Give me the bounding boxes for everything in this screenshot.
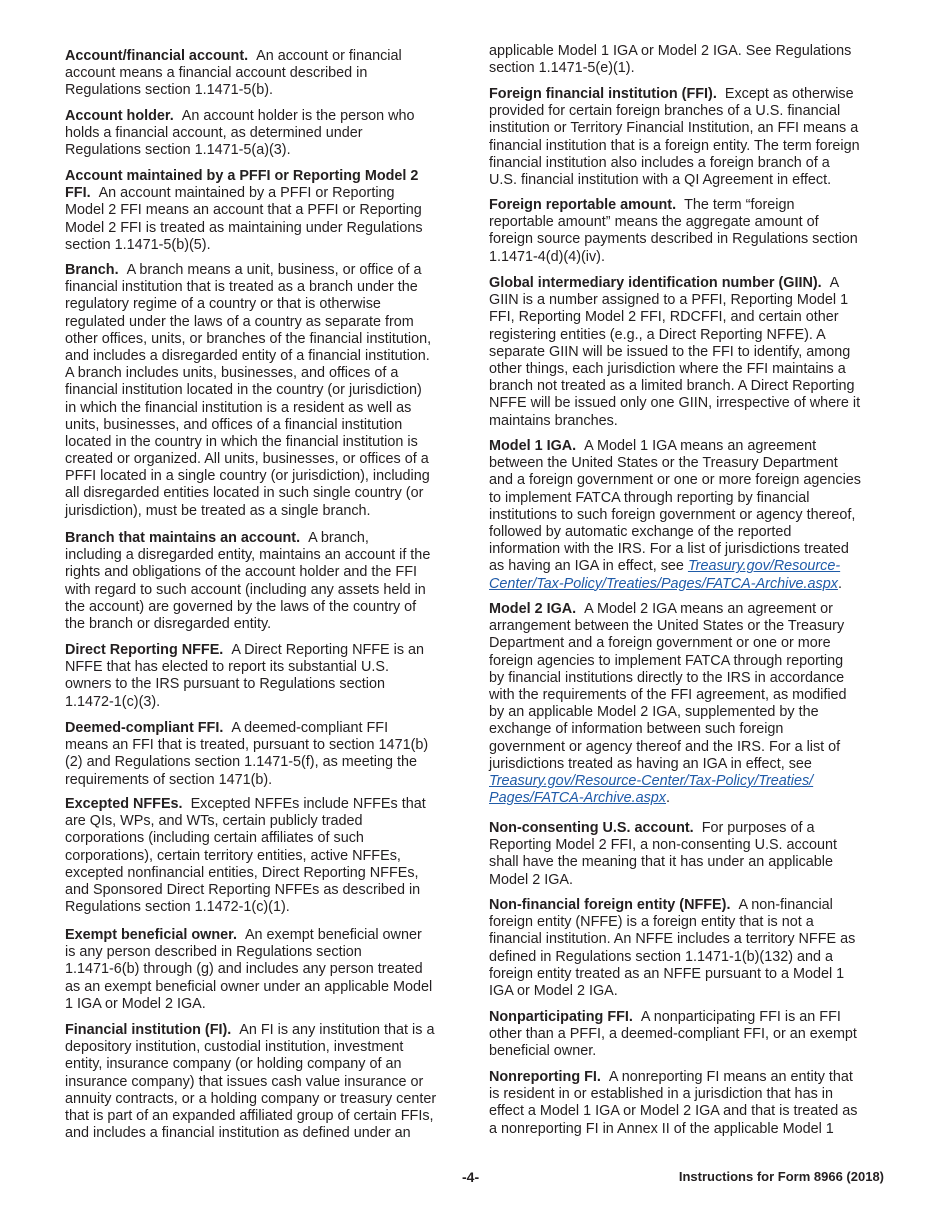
- definition-text: separate GIIN will be issued to the FFI to identify, among: [489, 343, 851, 360]
- definition-text: financial institution that is treated as a branch under the: [65, 279, 418, 296]
- text-line: [65, 616, 463, 633]
- text-line: [489, 86, 889, 103]
- definition-text: financial institution also includes a foreign branch of a: [489, 154, 830, 171]
- text-line: [65, 1074, 463, 1091]
- text-line: [489, 472, 889, 489]
- definition-text: IGA or Model 2 IGA.: [489, 982, 618, 999]
- definition-entry: [489, 86, 889, 189]
- treasury-link[interactable]: Treasury.gov/Resource-Center/Tax-Policy/Treaties/: [489, 772, 814, 789]
- definition-entry: [489, 275, 889, 430]
- definition-text: foreign entity treated as an NFFE pursuant to a Model 1: [489, 965, 845, 982]
- text-line: [65, 65, 463, 82]
- text-line: [65, 1108, 463, 1125]
- text-line: [489, 739, 889, 756]
- definition-term: Nonreporting FI.: [489, 1069, 601, 1085]
- definition-text: regulatory regime of a country or that is otherwise: [65, 296, 381, 313]
- definition-text: A: [829, 275, 840, 291]
- definition-entry: [489, 1009, 889, 1061]
- definition-entry: [489, 601, 889, 807]
- definition-entry: [65, 262, 463, 520]
- definition-text: Reporting Model 2 FFI, a non-consenting U.S. account: [489, 837, 837, 854]
- text-line: [65, 737, 463, 754]
- text-line: [489, 361, 889, 378]
- definition-entry: [65, 530, 463, 633]
- text-line: [65, 142, 463, 159]
- definition-text: A branch,: [308, 530, 369, 546]
- text-line: [489, 395, 889, 412]
- text-line: [65, 185, 463, 202]
- text-line: [65, 865, 463, 882]
- definition-text: A deemed-compliant FFI: [231, 720, 389, 736]
- definition-text: are QIs, WPs, and WTs, certain publicly traded: [65, 813, 363, 830]
- text-line: [489, 507, 889, 524]
- text-line: [65, 1056, 463, 1073]
- definition-term: Excepted NFFEs.: [65, 796, 183, 812]
- text-line: [489, 249, 889, 266]
- definition-text: A branch includes units, businesses, and offices of a: [65, 365, 399, 382]
- definition-text: and includes a disregarded entity of a financial institution.: [65, 347, 430, 364]
- definition-text: entity, insurance company (or holding company of an: [65, 1056, 402, 1073]
- text-line: [489, 576, 889, 593]
- treasury-link[interactable]: Center/Tax-Policy/Treaties/Pages/FATCA-Archive.aspx: [489, 575, 838, 592]
- definition-text: with the requirements of the FFI agreement, as modified: [489, 686, 847, 703]
- definition-text: beneficial owner.: [489, 1043, 597, 1060]
- definition-term: Non-consenting U.S. account.: [489, 820, 694, 836]
- definition-term: Non-financial foreign entity (NFFE).: [489, 897, 731, 913]
- definition-text: located in the country in which the financial institution is: [65, 433, 418, 450]
- definition-text: A non-financial: [738, 897, 833, 913]
- definition-text: as having an IGA in effect, see: [489, 558, 684, 575]
- text-line: [489, 172, 889, 189]
- definition-text: effect a Model 1 IGA or Model 2 IGA and that is treated as: [489, 1103, 858, 1120]
- definition-text: A branch means a unit, business, or office of a: [126, 262, 422, 278]
- definition-text: Regulations section 1.1472-1(c)(1).: [65, 899, 290, 916]
- definition-text: GIIN is a number assigned to a PFFI, Reporting Model 1: [489, 292, 849, 309]
- text-line: [65, 882, 463, 899]
- text-line: [489, 292, 889, 309]
- definition-text: account means a financial account described in: [65, 65, 368, 82]
- text-line: [489, 914, 889, 931]
- text-line: [489, 1009, 889, 1026]
- text-line: [489, 344, 889, 361]
- text-line: [489, 231, 889, 248]
- definition-text: registering entities (e.g., a Direct Reporting NFFE). A: [489, 326, 826, 343]
- definition-text: Model 2 IGA.: [489, 871, 573, 888]
- text-line: [489, 635, 889, 652]
- definition-text: The term “foreign: [684, 197, 795, 213]
- definition-text: holds a financial account, as determined under: [65, 125, 363, 142]
- definition-text: jurisdictions treated as having an IGA in effect, see: [489, 755, 812, 772]
- definition-text: regulated under the laws of a country as separate from: [65, 313, 414, 330]
- definition-text: branch not treated as a limited branch. A Direct Reporting: [489, 378, 855, 395]
- text-line: [65, 642, 463, 659]
- definition-text: rights and obligations of the account holder and the FFI: [65, 564, 417, 581]
- text-line: [65, 754, 463, 771]
- definition-text: NFFE will be issued only one GIIN, irrespective of where it: [489, 395, 861, 412]
- definition-text: as an exempt beneficial owner under an applicable Model: [65, 978, 433, 995]
- text-line: [65, 813, 463, 830]
- text-line: [489, 872, 889, 889]
- text-line: [65, 676, 463, 693]
- text-line: [489, 413, 889, 430]
- definition-text: financial institution located in the country (or jurisdiction): [65, 382, 422, 399]
- text-line: [65, 530, 463, 547]
- text-line: [489, 558, 889, 575]
- text-line: [65, 772, 463, 789]
- definition-term: Branch that maintains an account.: [65, 530, 301, 546]
- definition-text: applicable Model 1 IGA or Model 2 IGA. See Regulations: [489, 43, 852, 59]
- text-line: [489, 704, 889, 721]
- definition-term: Foreign reportable amount.: [489, 197, 677, 213]
- text-line: [65, 82, 463, 99]
- definition-text: insurance company) that issues cash value insurance or: [65, 1073, 424, 1090]
- text-line: [489, 854, 889, 871]
- text-line: [65, 1039, 463, 1056]
- definition-text: An account maintained by a PFFI or Reporting: [98, 185, 395, 202]
- definition-text: that is part of an expanded affiliated group of certain FFIs,: [65, 1107, 434, 1124]
- text-line: [65, 1022, 463, 1039]
- definition-text: the branch or disregarded entity.: [65, 615, 272, 632]
- definition-text: corporations), certain territory entities, active NFFEs,: [65, 847, 401, 864]
- text-line: [65, 279, 463, 296]
- text-line: [489, 541, 889, 558]
- definition-text: requirements of section 1471(b).: [65, 771, 273, 788]
- text-line: [489, 275, 889, 292]
- text-line: [65, 582, 463, 599]
- definition-text: depository institution, custodial institution, investment: [65, 1039, 404, 1056]
- text-line: [65, 220, 463, 237]
- definition-text: other than a PFFI, a deemed-compliant FFI, or an exempt: [489, 1026, 857, 1043]
- text-line: [489, 197, 889, 214]
- text-line: [489, 438, 889, 455]
- text-line: [65, 996, 463, 1013]
- text-line: [65, 168, 463, 185]
- definition-text: shall have the meaning that it has under an applicable: [489, 854, 834, 871]
- definition-text: An account or financial: [256, 48, 402, 64]
- definition-text: Excepted NFFEs include NFFEs that: [190, 796, 426, 812]
- text-line: [489, 820, 889, 837]
- text-line: [489, 687, 889, 704]
- text-line: [489, 897, 889, 914]
- text-line: [65, 1125, 463, 1142]
- text-line: [489, 103, 889, 120]
- definition-text: reportable amount” means the aggregate amount of: [489, 214, 819, 231]
- text-line: [489, 1026, 889, 1043]
- text-line: [65, 848, 463, 865]
- text-line: [489, 721, 889, 738]
- definition-entry: [65, 1022, 463, 1142]
- definition-text: Model 2 FFI is treated as maintaining under Regulations: [65, 219, 423, 236]
- definition-entry: [489, 438, 889, 593]
- definition-text: An account holder is the person who: [181, 108, 415, 124]
- definition-text: section 1.1471-5(b)(5).: [65, 236, 211, 253]
- definition-text: 1.1471-6(b) through (g) and includes any person treated: [65, 961, 423, 978]
- definition-text: means an FFI that is treated, pursuant to section 1471(b): [65, 737, 429, 754]
- treasury-link[interactable]: Pages/FATCA-Archive.aspx: [489, 790, 667, 807]
- text-line: [65, 237, 463, 254]
- definition-text: other offices, units, or branches of the financial institution,: [65, 330, 432, 347]
- definition-text: between the United States or the Treasury Department: [489, 455, 838, 472]
- text-line: [65, 1091, 463, 1108]
- text-line: [489, 756, 889, 773]
- definition-entry: [65, 168, 463, 254]
- text-line: [65, 694, 463, 711]
- text-line: [65, 659, 463, 676]
- definition-text: all disregarded entities located in such single country (or: [65, 485, 424, 502]
- definition-text: institutions to such foreign government or agency thereof,: [489, 506, 856, 523]
- text-line: [489, 120, 889, 137]
- text-line: [489, 949, 889, 966]
- text-line: [489, 670, 889, 687]
- definition-text: Regulations section 1.1471-5(a)(3).: [65, 142, 291, 159]
- definition-text: A Direct Reporting NFFE is an: [231, 642, 425, 658]
- definition-text: An FI is any institution that is a: [239, 1022, 435, 1038]
- definition-term: Direct Reporting NFFE.: [65, 642, 224, 658]
- text-line: [65, 417, 463, 434]
- definition-text: Department and a foreign government or one or more: [489, 635, 831, 652]
- definition-text: maintains branches.: [489, 412, 618, 429]
- definition-text: followed by automatic exchange of the reported: [489, 523, 792, 540]
- definition-text: to implement FATCA through reporting by financial: [489, 489, 810, 506]
- definition-text: units, businesses, and offices of a financial institution: [65, 416, 403, 433]
- definition-term: Account maintained by a PFFI or Reporting Model 2: [65, 168, 419, 184]
- definition-text: financial institution. An NFFE includes a territory NFFE as: [489, 931, 856, 948]
- definition-text: Regulations section 1.1471-5(b).: [65, 82, 273, 99]
- text-line: [65, 365, 463, 382]
- text-line: [489, 327, 889, 344]
- page-number: -4-: [462, 1169, 480, 1185]
- definition-text: PFFI located in a single country (or jurisdiction), including: [65, 468, 430, 485]
- text-line: [65, 400, 463, 417]
- definition-text: Except as otherwise: [724, 86, 854, 102]
- definition-text: A nonreporting FI means an entity that: [608, 1069, 853, 1085]
- text-line: [489, 60, 889, 77]
- text-line: [489, 983, 889, 1000]
- text-line: [65, 314, 463, 331]
- definition-text: defined in Regulations section 1.1471-1(b)(132) and a: [489, 948, 834, 965]
- definition-text: 1 IGA or Model 2 IGA.: [65, 995, 206, 1012]
- definition-entry: [489, 43, 889, 77]
- text-line: [489, 155, 889, 172]
- definition-text: annuity contracts, or a holding company or treasury center: [65, 1090, 437, 1107]
- definition-text: excepted nonfinancial entities, Direct Reporting NFFEs,: [65, 864, 419, 881]
- definition-text: other things, each jurisdiction where the FFI maintains a: [489, 360, 846, 377]
- definition-text: exchange of information between such foreign: [489, 721, 784, 738]
- definition-entry: [489, 197, 889, 266]
- definition-text: FFI, Reporting Model 2 FFI, RDCFFI, and certain other: [489, 309, 839, 326]
- text-line: [65, 796, 463, 813]
- definition-text: jurisdiction), must be treated as a single branch.: [65, 502, 371, 519]
- definition-term: Exempt beneficial owner.: [65, 927, 237, 943]
- text-line: [489, 455, 889, 472]
- text-line: [489, 524, 889, 541]
- text-line: [489, 1086, 889, 1103]
- text-line: [65, 125, 463, 142]
- definition-text: institution or Territory Financial Institution, an FFI means a: [489, 120, 859, 137]
- definition-term: Nonparticipating FFI.: [489, 1009, 633, 1025]
- text-line: [65, 331, 463, 348]
- definition-text: section 1.1471-5(e)(1).: [489, 60, 635, 77]
- text-line: [65, 108, 463, 125]
- definition-text: arrangement between the United States or the Treasury: [489, 618, 845, 635]
- definition-text: .: [837, 575, 842, 592]
- definition-text: NFFE that has elected to report its substantial U.S.: [65, 659, 389, 676]
- definition-term: Foreign financial institution (FFI).: [489, 86, 717, 102]
- definition-text: 1.1472-1(c)(3).: [65, 693, 161, 710]
- definition-term: Account holder.: [65, 108, 174, 124]
- text-line: [489, 1103, 889, 1120]
- text-line: [65, 382, 463, 399]
- definition-text: including a disregarded entity, maintains an account if the: [65, 547, 431, 564]
- definition-text: A Model 1 IGA means an agreement: [584, 438, 817, 454]
- definition-text: owners to the IRS pursuant to Regulations section: [65, 676, 385, 693]
- definition-entry: [489, 897, 889, 1000]
- text-line: [65, 503, 463, 520]
- text-line: [489, 837, 889, 854]
- text-line: [65, 899, 463, 916]
- definition-entry: [65, 108, 463, 160]
- text-line: [65, 547, 463, 564]
- definition-text: corporations (including certain affiliates of such: [65, 830, 364, 847]
- definition-text: A Model 2 IGA means an agreement or: [584, 601, 833, 617]
- text-line: [489, 618, 889, 635]
- text-line: [65, 202, 463, 219]
- text-line: [489, 790, 889, 807]
- definition-text: a nonreporting FI in Annex II of the applicable Model 1: [489, 1120, 834, 1137]
- text-line: [65, 348, 463, 365]
- definition-term: Deemed-compliant FFI.: [65, 720, 224, 736]
- definition-text: For purposes of a: [701, 820, 815, 836]
- text-line: [489, 1043, 889, 1060]
- definition-text: and includes a financial institution as defined under an: [65, 1125, 411, 1142]
- definition-text: information with the IRS. For a list of jurisdictions treated: [489, 541, 849, 558]
- definition-entry: [489, 820, 889, 889]
- text-line: [489, 1121, 889, 1138]
- text-line: [65, 296, 463, 313]
- text-line: [489, 43, 889, 60]
- definition-term: Model 2 IGA.: [489, 601, 577, 617]
- text-line: [489, 214, 889, 231]
- definition-entry: [65, 796, 463, 916]
- definition-text: government or agency thereof and the IRS. For a list of: [489, 738, 841, 755]
- text-line: [65, 451, 463, 468]
- definition-text: created or organized. All units, businesses, or offices of a: [65, 451, 429, 468]
- definition-text: .: [666, 790, 671, 807]
- definition-text: foreign source payments described in Regulations section: [489, 231, 858, 248]
- text-line: [489, 653, 889, 670]
- text-line: [489, 490, 889, 507]
- definition-text: (2) and Regulations section 1.1471-5(f), as meeting the: [65, 754, 417, 771]
- definition-text: foreign agencies to implement FATCA through reporting: [489, 652, 844, 669]
- definition-text: 1.1471-4(d)(4)(iv).: [489, 248, 605, 265]
- text-line: [65, 599, 463, 616]
- definition-text: with regard to such account (including any assets held in: [65, 581, 426, 598]
- definition-text: the account) are governed by the laws of the country of: [65, 598, 417, 615]
- text-line: [65, 485, 463, 502]
- definition-term: Financial institution (FI).: [65, 1022, 232, 1038]
- definition-entry: [65, 48, 463, 100]
- definition-term: Account/financial account.: [65, 48, 249, 64]
- definition-entry: [489, 1069, 889, 1138]
- text-line: [489, 309, 889, 326]
- definition-entry: [65, 720, 463, 789]
- text-line: [65, 944, 463, 961]
- definition-text: financial institution that is a foreign entity. The term foreign: [489, 137, 860, 154]
- text-line: [65, 468, 463, 485]
- definition-entry: [65, 642, 463, 711]
- definition-text: Model 2 FFI means an account that a PFFI or Reporting: [65, 202, 422, 219]
- text-line: [489, 1069, 889, 1086]
- definition-text: A nonparticipating FFI is an FFI: [640, 1009, 841, 1025]
- text-line: [65, 564, 463, 581]
- text-line: [65, 720, 463, 737]
- definition-text: An exempt beneficial owner: [244, 927, 422, 943]
- definition-text: U.S. financial institution with a QI Agreement in effect.: [489, 171, 832, 188]
- text-line: [489, 931, 889, 948]
- definition-term: Global intermediary identification number (GIIN).: [489, 275, 822, 291]
- text-line: [489, 601, 889, 618]
- text-line: [65, 434, 463, 451]
- treasury-link[interactable]: Treasury.gov/Resource-: [687, 558, 841, 575]
- definition-term: FFI.: [65, 185, 91, 202]
- definition-text: provided for certain foreign branches of a U.S. financial: [489, 103, 841, 120]
- text-line: [65, 830, 463, 847]
- definition-text: and a foreign government or one or more foreign agencies: [489, 472, 861, 489]
- definition-text: and Sponsored Direct Reporting NFFEs as described in: [65, 881, 421, 898]
- form-title: Instructions for Form 8966 (2018): [678, 1169, 884, 1184]
- definition-text: by an applicable Model 2 IGA, supplemented by the: [489, 704, 819, 721]
- text-line: [65, 48, 463, 65]
- definition-text: foreign entity (NFFE) is a foreign entity that is not a: [489, 914, 814, 931]
- definition-text: is resident in or established in a jurisdiction that has in: [489, 1086, 833, 1103]
- definition-text: is any person described in Regulations section: [65, 944, 362, 961]
- text-line: [65, 961, 463, 978]
- definition-term: Model 1 IGA.: [489, 438, 577, 454]
- definition-text: in which the financial institution is a resident as well as: [65, 399, 412, 416]
- text-line: [489, 773, 889, 790]
- definition-text: by financial institutions directly to the IRS in accordance: [489, 669, 845, 686]
- text-line: [65, 927, 463, 944]
- text-line: [489, 378, 889, 395]
- text-line: [65, 979, 463, 996]
- text-line: [489, 966, 889, 983]
- definition-term: Branch.: [65, 262, 119, 278]
- definition-entry: [65, 927, 463, 1013]
- text-line: [489, 138, 889, 155]
- text-line: [65, 262, 463, 279]
